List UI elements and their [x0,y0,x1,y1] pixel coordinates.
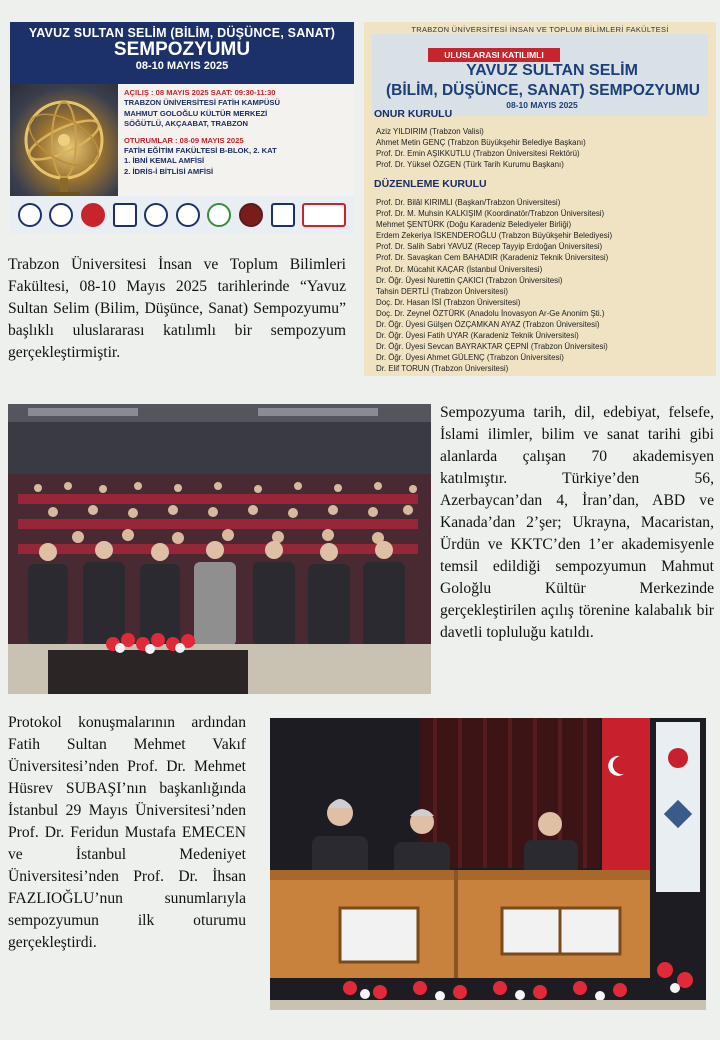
org-member: Dr. Öğr. Üyesi Sevcan BAYRAKTAR ÇEPNİ (Trabzon Üniversitesi) [376,342,608,352]
cross-emblem-logo [144,203,168,227]
first-session-photo [270,718,706,1010]
first-session-paragraph: Protokol konuşmalarının ardından Fatih Sultan Mehmet Vakıf Üniversitesi’nden Prof. Dr. Mehmet Hüsrev SUBAŞI’nın başkanlığında İstanbul 29 Mayıs Üniversitesi’nden Prof. Dr. Feridun Mustafa EMECEN ve İstanbul Medeniyet Üniversitesi’nden Prof. Dr. İhsan FAZLIOĞLU’nun sunumlarıyla sempozyumun ilk oturumu gerçekleştirdi. [8,714,246,951]
org-member: Dr. Elif TORUN (Trabzon Üniversitesi) [376,364,509,374]
mb-logo [271,203,295,227]
poster-title-line2: SEMPOZYUMU [113,39,251,60]
faculty-name: TRABZON ÜNİVERSİTESİ İNSAN VE TOPLUM BİLİMLERİ FAKÜLTESİ [411,25,669,34]
organizing-committee-list [376,197,712,375]
sessions-label: OTURUMLAR : 08-09 MAYIS 2025 [124,135,244,145]
society-seal-logo [176,203,200,227]
opening-venue-2: MAHMUT GOLOĞLU KÜLTÜR MERKEZİ [124,108,268,118]
org-member: Tahsin DERTLİ (Trabzon Üniversitesi) [376,286,508,296]
geometric-logo [113,203,137,227]
org-member: Prof. Dr. Salih Sabri YAVUZ (Recep Tayyip Erdoğan Üniversitesi) [376,242,603,252]
org-member: Prof. Dr. Bilâl KIRIMLI (Başkan/Trabzon Üniversitesi) [376,198,561,207]
poster-header [10,22,354,84]
audience-photo-illustration [8,404,431,694]
poster-title-line1: YAVUZ SULTAN SELİM (BİLİM, DÜŞÜNCE, SANAT) [28,26,336,40]
org-member: Erdem Zekeriya İSKENDEROĞLU (Trabzon Büyükşehir Belediyesi) [376,231,613,241]
institution-seal-logo [49,203,73,227]
panel-photo-illustration [270,718,706,1010]
org-member: Mehmet ŞENTÜRK (Doğu Karadeniz Belediyeler Birliği) [376,220,572,230]
sessions-venue: FATİH EĞİTİM FAKÜLTESİ B-BLOK, 2. KAT [124,146,277,156]
poster-event-info [118,84,354,214]
opening-label: AÇILIŞ : 08 MAYIS 2025 SAAT: 09:30-11:30 [124,88,276,97]
org-member: Dr. Öğr. Üyesi Gülşen ÖZÇAMKAN AYAZ (Trabzon Üniversitesi) [376,320,600,330]
international-ribbon: ULUSLARASI KATILIMLI [428,48,560,62]
university-seal-logo [18,203,42,227]
banner-title-line2: (BİLİM, DÜŞÜNCE, SANAT) SEMPOZYUMU [385,82,700,99]
honor-member: Aziz YILDIRIM (Trabzon Valisi) [376,127,484,136]
armillary-sphere-image [10,84,118,214]
banner-dates: 08-10 MAYIS 2025 [506,100,578,110]
hall-2: 2. İDRİS-İ BİTLİSİ AMFİSİ [124,166,214,176]
committee-poster [364,22,716,376]
opening-venue-3: SÖĞÜTLÜ, AKÇAABAT, TRABZON [124,119,249,129]
partner-logos [10,196,354,234]
honor-member: Prof. Dr. Yüksel ÖZGEN (Türk Tarih Kurumu Başkanı) [376,160,564,170]
banner-title-line1: YAVUZ SULTAN SELİM [466,62,638,79]
hall-1: 1. İBNİ KEMAL AMFİSİ [124,156,205,166]
opening-venue-1: TRABZON ÜNİVERSİTESİ FATİH KAMPÜSÜ [124,98,280,108]
org-member: Dr. Öğr. Üyesi Ahmet GÜLENÇ (Trabzon Üniversitesi) [376,353,564,363]
organizing-committee-heading: DÜZENLEME KURULU [374,178,487,190]
honor-member: Prof. Dr. Emin AŞIKKUTLU (Trabzon Üniversitesi Rektörü) [376,149,580,159]
poster-dates: 08-10 MAYIS 2025 [135,60,229,72]
symposium-poster [10,22,354,234]
honor-committee-list [376,126,712,170]
org-member: Doç. Dr. Hasan İSİ (Trabzon Üniversitesi) [376,297,521,307]
research-center-badge [302,203,346,227]
honor-committee-heading: ONUR KURULU [374,108,453,120]
honor-member: Ahmet Metin GENÇ (Trabzon Büyükşehir Belediye Başkanı) [376,138,586,148]
municipality-logo [207,203,231,227]
opening-ceremony-photo [8,404,431,694]
org-member: Dr. Öğr. Üyesi Nurettin ÇAKICI (Trabzon Üniversitesi) [376,275,563,285]
intro-paragraph: Trabzon Üniversitesi İnsan ve Toplum Bilimleri Fakültesi, 08-10 Mayıs 2025 tarihlerinde “Yavuz Sultan Selim (Bilim, Düşünce, Sanat) Sempozyumu” başlıklı uluslararası katılımlı bir sempozyum gerçekleştirmiştir. [8,256,346,361]
org-member: Prof. Dr. M. Muhsin KALKIŞIM (Koordinatör/Trabzon Üniversitesi) [376,209,605,219]
org-member: Doç. Dr. Zeynel ÖZTÜRK (Anadolu İnovasyon Ar-Ge Anonim Şti.) [376,308,605,318]
participants-paragraph: Sempozyuma tarih, dil, edebiyat, felsefe, İslami ilimler, bilim ve sanat tarihi gibi alanlarda çalışan 70 akademisyen katılmıştır. Türkiye’den 56, Azerbaycan’dan 4, İran’dan, ABD ve Kanada’dan 2’şer; Ukrayna, Macaristan, Ürdün ve KKTC’den 1’er akademisyenle temsil edildiği sempozyumun Mahmut Goloğlu Kültür Merkezinde gerçekleştirilen açılış törenine kalabalık bir davetli topluluğu katıldı. [440,404,714,641]
org-member: Prof. Dr. Mücahit KAÇAR (İstanbul Üniversitesi) [376,264,543,274]
org-member: Prof. Dr. Savaşkan Cem BAHADIR (Karadeniz Teknik Üniversitesi) [376,253,609,263]
turkish-flag-logo [81,203,105,227]
org-member: Dr. Öğr. Üyesi Fatih UYAR (Karadeniz Teknik Üniversitesi) [376,331,579,341]
armillary-sphere-icon [14,90,114,200]
symposium-banner [372,34,708,116]
calligraphy-logo [239,203,263,227]
